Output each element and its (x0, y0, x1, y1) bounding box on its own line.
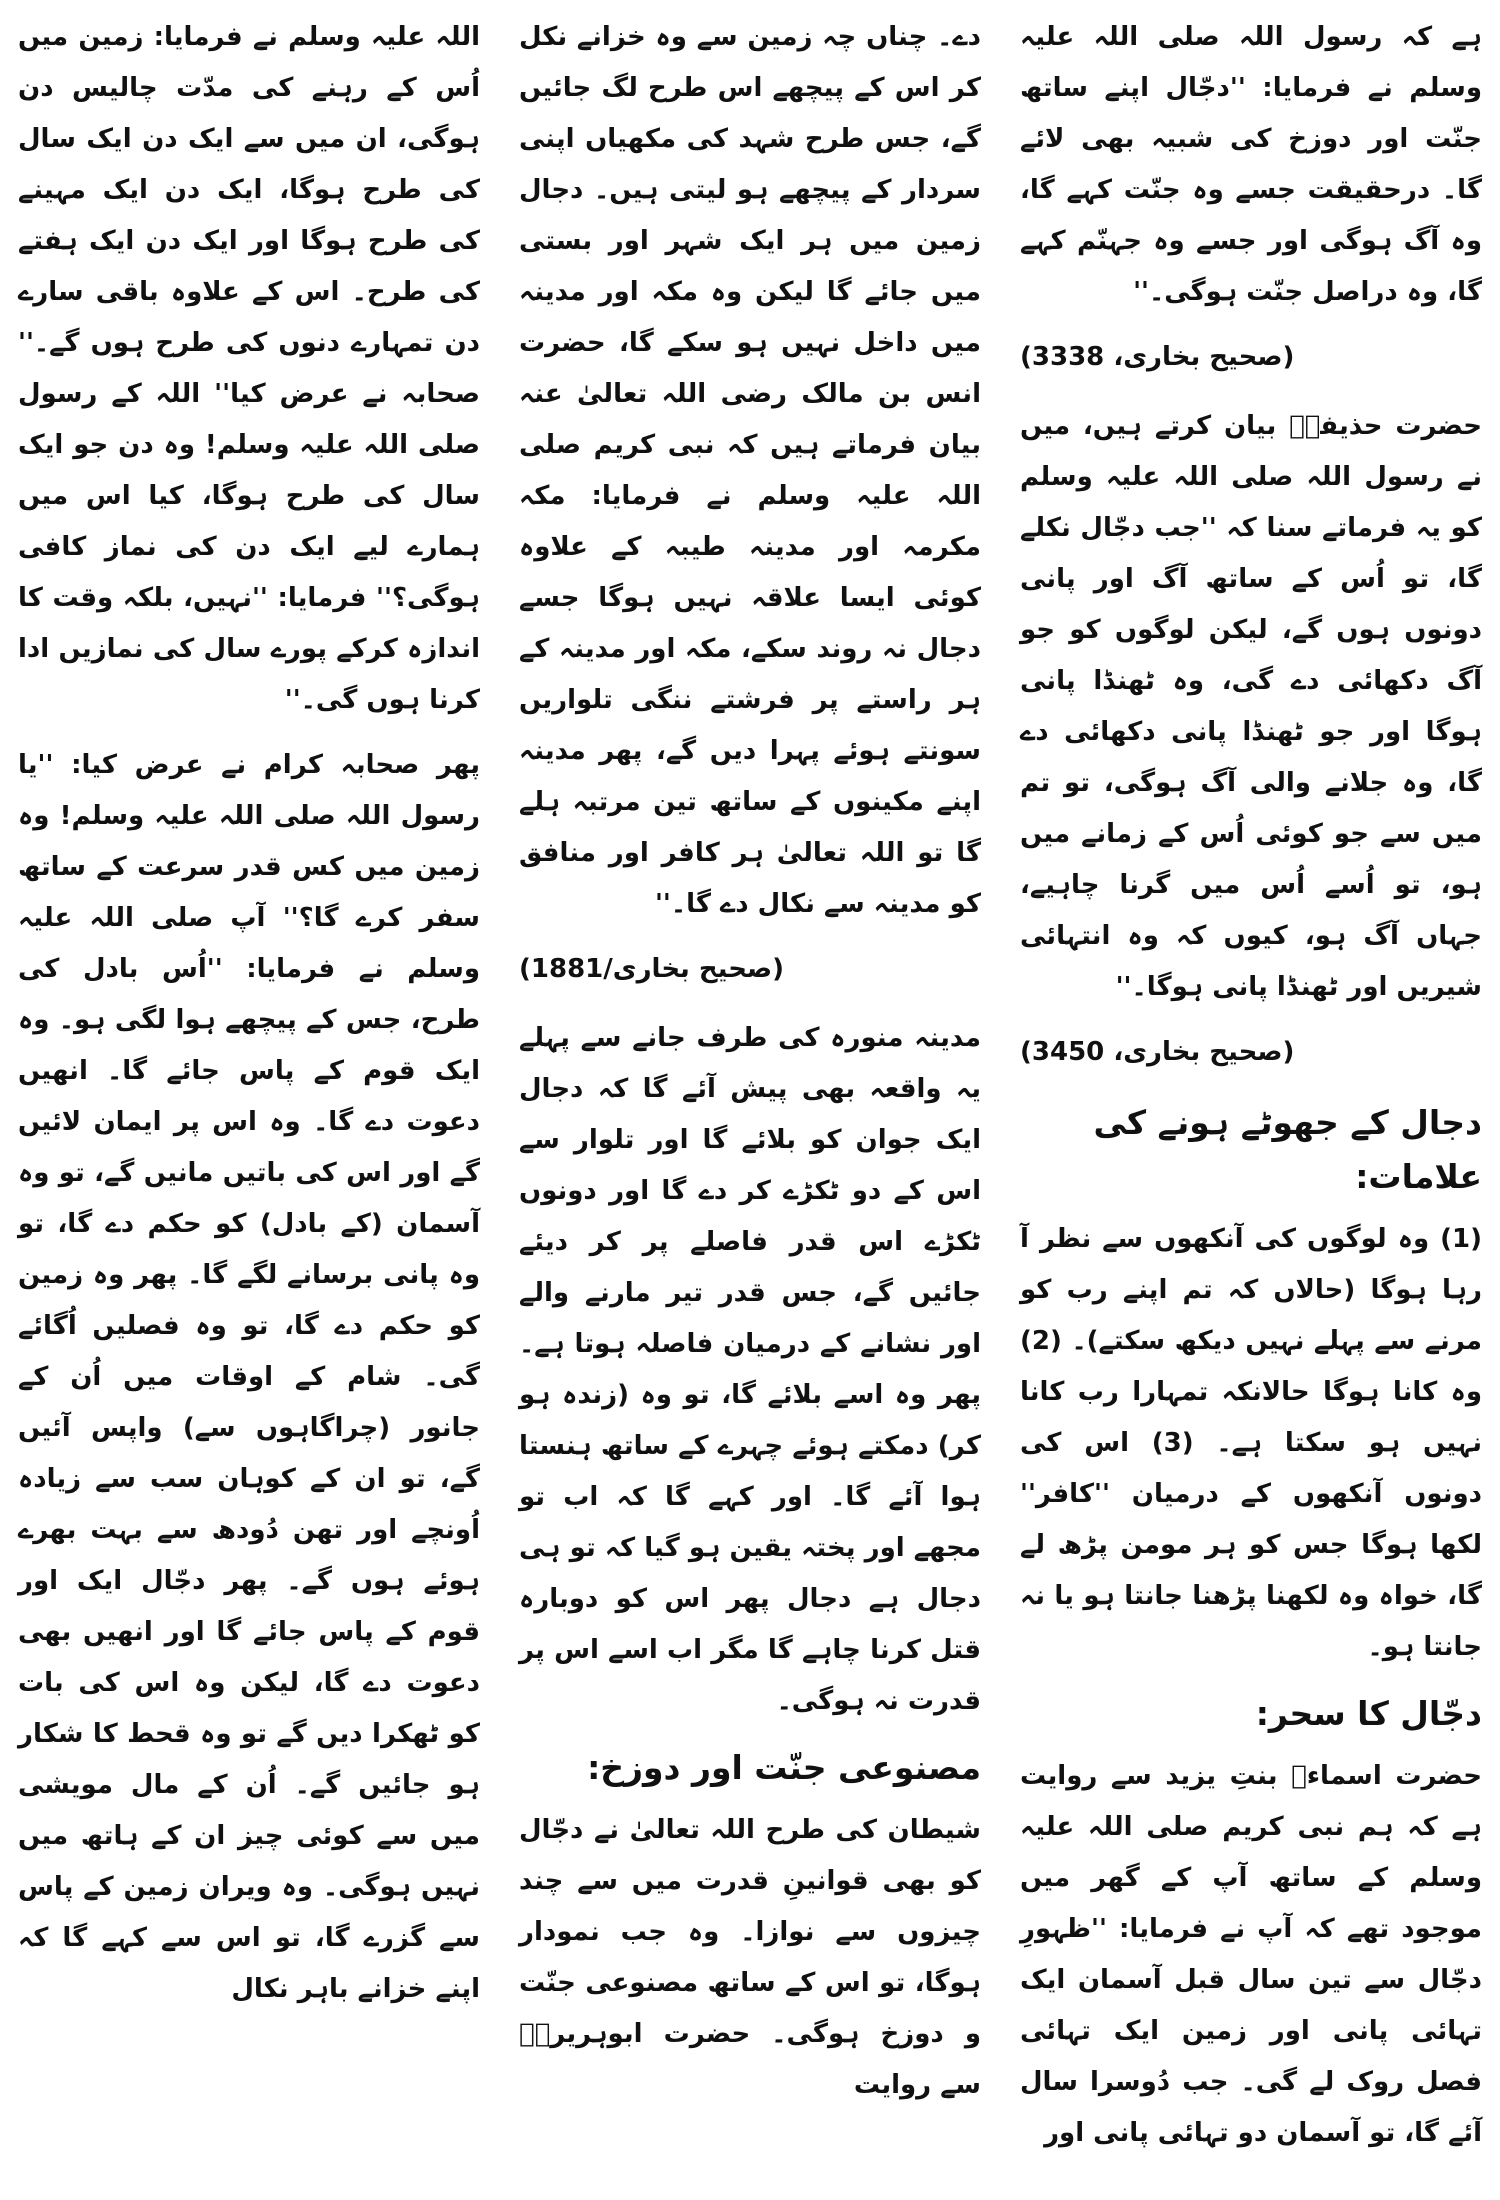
column-right (10, 12, 488, 2192)
paragraph: پھر صحابہ کرام نے عرض کیا: ''یا رسول اللہ صلی اللہ علیہ وسلم! وہ زمین میں کس قدر سرعت کے ساتھ سفر کرے گا؟'' آپ صلی اللہ علیہ وسلم نے فرمایا: ''اُس بادل کی طرح، جس کے پیچھے ہوا لگی ہو۔ وہ ایک قوم کے پاس جائے گا۔ انھیں دعوت دے گا۔ وہ اس پر ایمان لائیں گے اور اس کی باتیں مانیں گے، تو وہ آسمان (کے بادل) کو حکم دے گا، تو وہ پانی برسانے لگے گا۔ پھر وہ زمین کو حکم دے گا، تو وہ فصلیں اُگائے گی۔ شام کے اوقات میں اُن کے جانور (چراگاہوں سے) واپس آئیں گے، تو ان کے کوہان سب سے زیادہ اُونچے اور تھن دُودھ سے بہت بھرے ہوئے ہوں گے۔ پھر دجّال ایک اور قوم کے پاس جائے گا اور انھیں بھی دعوت دے گا، لیکن وہ اس کی بات کو ٹھکرا دیں گے تو وہ قحط کا شکار ہو جائیں گے۔ اُن کے مال مویشی میں سے کوئی چیز ان کے ہاتھ میں نہیں ہوگی۔ وہ ویران زمین کے پاس سے گزرے گا، تو اس سے کہے گا کہ اپنے خزانے باہر نکال (18, 750, 480, 2004)
newspaper-page (10, 12, 1490, 2192)
section-heading: دجّال کا سحر: (1255, 1694, 1482, 1733)
paragraph: حضرت اسماءؓ بنتِ یزید سے روایت ہے کہ ہم نبی کریم صلی اللہ علیہ وسلم کے ساتھ آپ کے گھر میں موجود تھے کہ آپ نے فرمایا: ''ظہورِ دجّال سے تین سال قبل آسمان ایک تہائی پانی اور زمین ایک تہائی فصل روک لے گی۔ جب دُوسرا سال آئے گا، تو آسمان دو تہائی پانی اور (1020, 1761, 1482, 2148)
paragraph: شیطان کی طرح اللہ تعالیٰ نے دجّال کو بھی قوانینِ قدرت میں سے چند چیزوں سے نوازا۔ وہ جب نمودار ہوگا، تو اس کے ساتھ مصنوعی جنّت و دوزخ ہوگی۔ حضرت ابوہریرہؓ سے روایت (519, 1815, 981, 2100)
section-heading: مصنوعی جنّت اور دوزخ: (587, 1748, 981, 1787)
paragraph: حضرت حذیفہؓ بیان کرتے ہیں، میں نے رسول اللہ صلی اللہ علیہ وسلم کو یہ فرماتے سنا کہ ''جب دجّال نکلے گا، تو اُس کے ساتھ آگ اور پانی دونوں ہوں گے، لیکن لوگوں کو جو آگ دکھائی دے گی، وہ ٹھنڈا پانی ہوگا اور جو ٹھنڈا پانی دکھائی دے گا، وہ جلانے والی آگ ہوگی، تو تم میں سے جو کوئی اُس کے زمانے میں ہو، تو اُسے اُس میں گرنا چاہیے، جہاں آگ ہو، کیوں کہ وہ انتہائی شیریں اور ٹھنڈا پانی ہوگا۔'' (1020, 411, 1482, 1002)
hadith-reference: (صحیح بخاری، 3450) (1020, 1037, 1295, 1067)
paragraph: ہے کہ رسول اللہ صلی اللہ علیہ وسلم نے فرمایا: ''دجّال اپنے ساتھ جنّت اور دوزخ کی شبیہ بھی لائے گا۔ درحقیقت جسے وہ جنّت کہے گا، وہ آگ ہوگی اور جسے وہ جہنّم کہے گا، وہ دراصل جنّت ہوگی۔'' (1020, 22, 1482, 307)
paragraph: مدینہ منورہ کی طرف جانے سے پہلے یہ واقعہ بھی پیش آئے گا کہ دجال ایک جوان کو بلائے گا اور تلوار سے اس کے دو ٹکڑے کر دے گا اور دونوں ٹکڑے اس قدر فاصلے پر کر دیئے جائیں گے، جس قدر تیر مارنے والے اور نشانے کے درمیان فاصلہ ہوتا ہے۔ پھر وہ اسے بلائے گا، تو وہ (زندہ ہو کر) دمکتے ہوئے چہرے کے ساتھ ہنستا ہوا آئے گا۔ اور کہے گا کہ اب تو مجھے اور پختہ یقین ہو گیا کہ تو ہی دجال ہے دجال پھر اس کو دوبارہ قتل کرنا چاہے گا مگر اب اسے اس پر قدرت نہ ہوگی۔ (519, 1023, 981, 1716)
hadith-reference: (صحیح بخاری، 3338) (1020, 342, 1295, 372)
section-heading: دجال کے جھوٹے ہونے کی علامات: (1093, 1103, 1482, 1196)
paragraph: اللہ علیہ وسلم نے فرمایا: زمین میں اُس کے رہنے کی مدّت چالیس دن ہوگی، ان میں سے ایک دن ایک سال کی طرح ہوگا، ایک دن ایک مہینے کی طرح ہوگا اور ایک دن ایک ہفتے کی طرح۔ اس کے علاوہ باقی سارے دن تمہارے دنوں کی طرح ہوں گے۔'' صحابہ نے عرض کیا'' اللہ کے رسول صلی اللہ علیہ وسلم! وہ دن جو ایک سال کی طرح ہوگا، کیا اس میں ہمارے لیے ایک دن کی نماز کافی ہوگی؟'' فرمایا: ''نہیں، بلکہ وقت کا اندازہ کرکے پورے سال کی نمازیں ادا کرنا ہوں گی۔'' (18, 22, 480, 715)
column-left (1012, 12, 1490, 2192)
paragraph: (1) وہ لوگوں کی آنکھوں سے نظر آ رہا ہوگا (حالاں کہ تم اپنے رب کو مرنے سے پہلے نہیں دیکھ سکتے)۔ (2) وہ کانا ہوگا حالانکہ تمہارا رب کانا نہیں ہو سکتا ہے۔ (3) اس کی دونوں آنکھوں کے درمیان ''کافر'' لکھا ہوگا جس کو ہر مومن پڑھ لے گا، خواہ وہ لکھنا پڑھنا جانتا ہو یا نہ جانتا ہو۔ (1020, 1224, 1482, 1662)
paragraph: دے۔ چناں چہ زمین سے وہ خزانے نکل کر اس کے پیچھے اس طرح لگ جائیں گے، جس طرح شہد کی مکھیاں اپنی سردار کے پیچھے ہو لیتی ہیں۔ دجال زمین میں ہر ایک شہر اور بستی میں جائے گا لیکن وہ مکہ اور مدینہ میں داخل نہیں ہو سکے گا، حضرت انس بن مالک رضی اللہ تعالیٰ عنہ بیان فرماتے ہیں کہ نبی کریم صلی اللہ علیہ وسلم نے فرمایا: مکہ مکرمہ اور مدینہ طیبہ کے علاوہ کوئی ایسا علاقہ نہیں ہوگا جسے دجال نہ روند سکے، مکہ اور مدینہ کے ہر راستے پر فرشتے ننگی تلواریں سونتے ہوئے پہرا دیں گے، پھر مدینہ اپنے مکینوں کے ساتھ تین مرتبہ ہلے گا تو اللہ تعالیٰ ہر کافر اور منافق کو مدینہ سے نکال دے گا۔'' (519, 22, 981, 919)
column-middle (511, 12, 989, 2192)
hadith-reference: (صحیح بخاری/1881) (519, 954, 784, 984)
